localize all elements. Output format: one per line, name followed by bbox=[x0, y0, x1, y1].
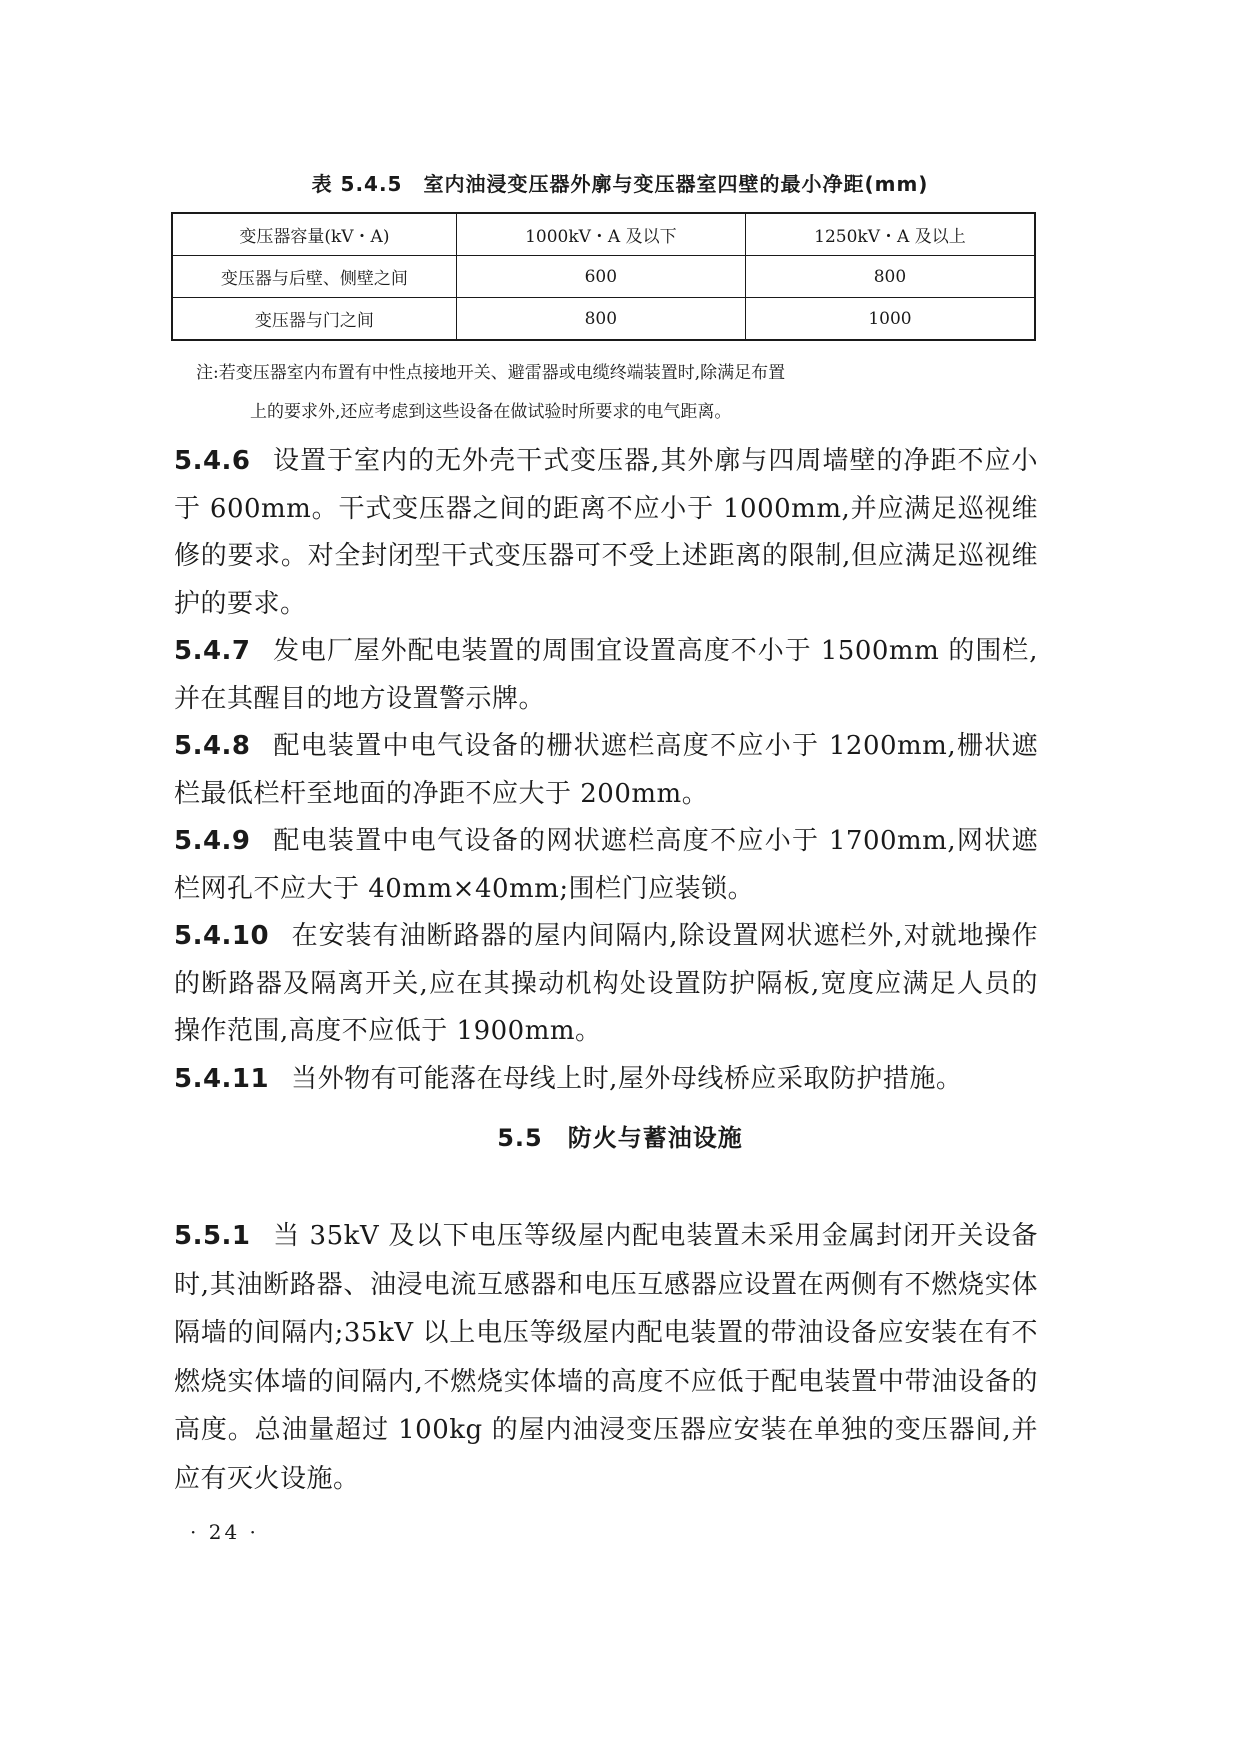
clause-text: 发电厂屋外配电装置的周围宜设置高度不小于 1500mm 的围栏,并在其醒目的地方设置警示牌。 bbox=[174, 636, 1038, 714]
clearance-table bbox=[171, 212, 1036, 341]
clause-number: 5.4.10 bbox=[174, 921, 270, 951]
clause bbox=[174, 818, 1038, 913]
clause-text: 在安装有油断路器的屋内间隔内,除设置网状遮栏外,对就地操作的断路器及隔离开关,应在其操动机构处设置防护隔板,宽度应满足人员的操作范围,高度不应低于 1900mm。 bbox=[174, 921, 1038, 1046]
clause bbox=[174, 913, 1038, 1056]
clause bbox=[174, 1212, 1038, 1503]
table-cell: 1000 bbox=[745, 298, 1035, 341]
clause-text: 当 35kV 及以下电压等级屋内配电装置未采用金属封闭开关设备时,其油断路器、油浸电流互感器和电压互感器应设置在两侧有不燃烧实体隔墙的间隔内;35kV 以上电压等级屋内配电装置的带油设备应安装在有不燃烧实体墙的间隔内,不燃烧实体墙的高度不应低于配电装置中带油设备的高度。总油量超过 100kg 的屋内油浸变压器应安装在单独的变压器间,并应有灭火设施。 bbox=[174, 1221, 1038, 1494]
clause-number: 5.4.9 bbox=[174, 826, 251, 856]
clauses-5-5 bbox=[174, 1186, 1038, 1529]
page-number: · 24 · bbox=[190, 1520, 259, 1544]
table-cell: 变压器与门之间 bbox=[172, 298, 456, 341]
table-row bbox=[172, 256, 1035, 298]
table-cell: 800 bbox=[456, 298, 745, 341]
clause bbox=[174, 438, 1038, 628]
clause-text: 配电装置中电气设备的栅状遮栏高度不应小于 1200mm,栅状遮栏最低栏杆至地面的净距不应大于 200mm。 bbox=[174, 731, 1038, 809]
clause-number: 5.4.8 bbox=[174, 731, 251, 761]
clause bbox=[174, 628, 1038, 723]
section-heading: 5.5 防火与蓄油设施 bbox=[497, 1124, 743, 1152]
table-cell: 600 bbox=[456, 256, 745, 298]
clause-number: 5.4.6 bbox=[174, 446, 251, 476]
note-line-1: 注:若变压器室内布置有中性点接地开关、避雷器或电缆终端装置时,除满足布置 bbox=[196, 363, 786, 383]
table-note bbox=[196, 354, 1046, 432]
clause-text: 设置于室内的无外壳干式变压器,其外廓与四周墙壁的净距不应小于 600mm。干式变压器之间的距离不应小于 1000mm,并应满足巡视维修的要求。对全封闭型干式变压器可不受上述距离的限制,但应满足巡视维护的要求。 bbox=[174, 446, 1038, 619]
header-cell: 1000kV・A 及以下 bbox=[456, 213, 745, 256]
clause-text: 当外物有可能落在母线上时,屋外母线桥应采取防护措施。 bbox=[291, 1063, 963, 1094]
header-cell: 1250kV・A 及以上 bbox=[745, 213, 1035, 256]
note-line-2: 上的要求外,还应考虑到这些设备在做试验时所要求的电气距离。 bbox=[250, 402, 732, 422]
table-row bbox=[172, 298, 1035, 341]
clause bbox=[174, 1056, 1038, 1104]
clause-text: 配电装置中电气设备的网状遮栏高度不应小于 1700mm,网状遮栏网孔不应大于 40mm×40mm;围栏门应装锁。 bbox=[174, 826, 1038, 904]
clause-number: 5.5.1 bbox=[174, 1221, 251, 1251]
table-title: 表 5.4.5 室内油浸变压器外廓与变压器室四壁的最小净距(mm) bbox=[311, 172, 929, 196]
clause-number: 5.4.11 bbox=[174, 1063, 270, 1094]
clause bbox=[174, 723, 1038, 818]
clause-number: 5.4.7 bbox=[174, 636, 251, 666]
table-cell: 800 bbox=[745, 256, 1035, 298]
clauses-5-4 bbox=[174, 438, 1038, 1103]
table-header-row bbox=[172, 213, 1035, 256]
table-cell: 变压器与后壁、侧壁之间 bbox=[172, 256, 456, 298]
header-cell: 变压器容量(kV・A) bbox=[172, 213, 456, 256]
